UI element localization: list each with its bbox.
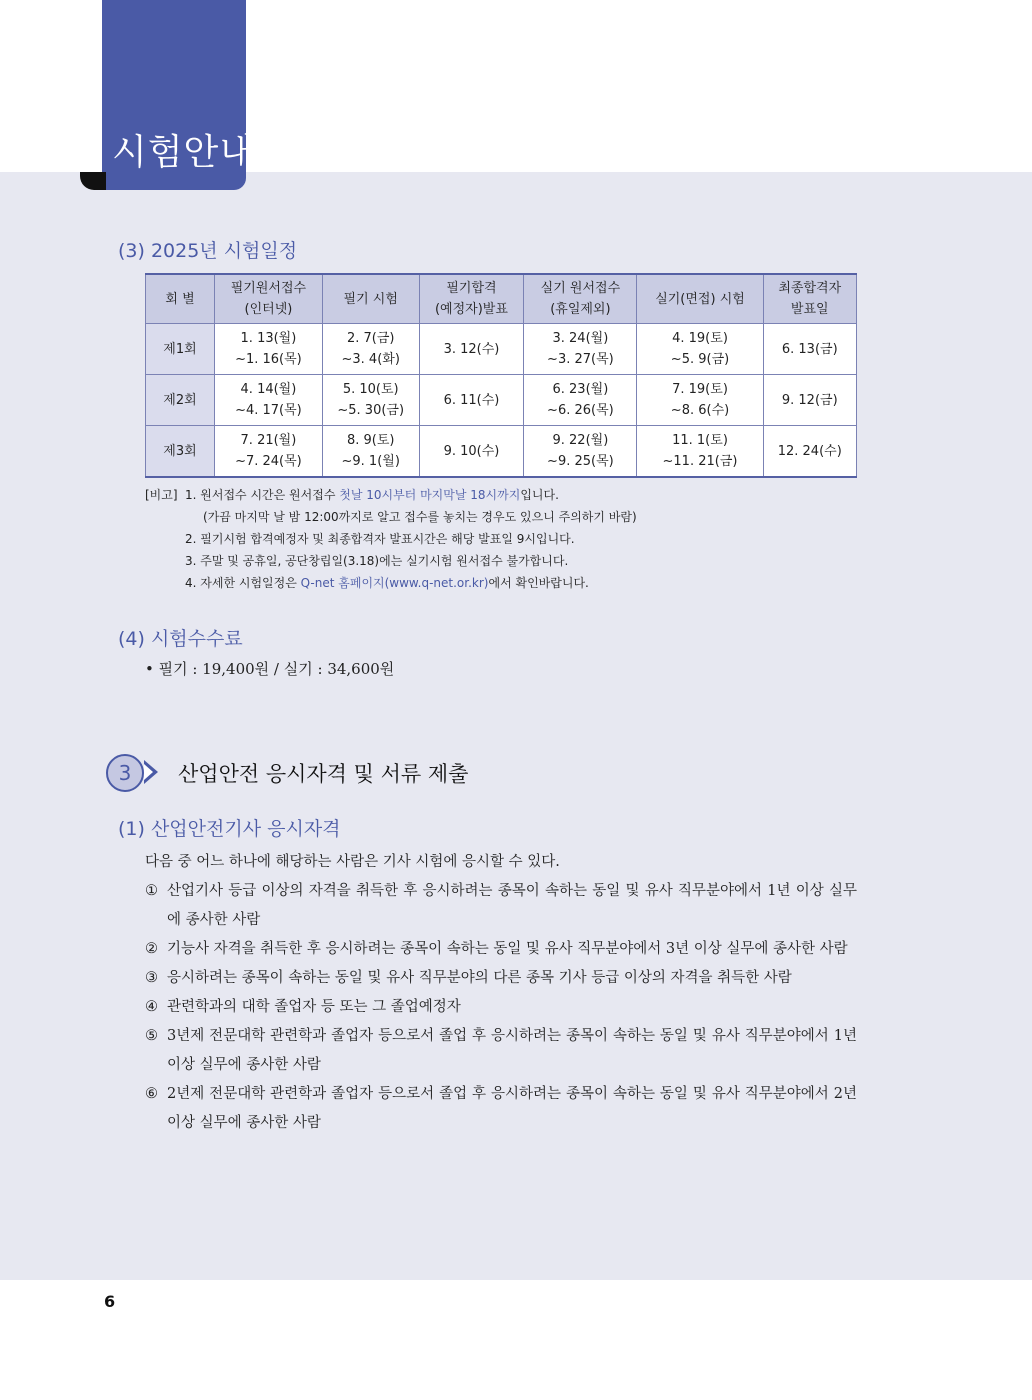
list-item — [145, 1080, 857, 1138]
table-cell: 8. 9(토) ~9. 1(월) — [322, 426, 419, 478]
table-cell: 11. 1(토) ~11. 21(금) — [637, 426, 763, 478]
item-text: 2년제 전문대학 관련학과 졸업자 등으로서 졸업 후 응시하려는 종목이 속하는 동일 및 유사 직무분야에서 2년 이상 실무에 종사한 사람 — [167, 1086, 857, 1131]
notes-label: [비고] — [145, 488, 178, 502]
note-2: 2. 필기시험 합격예정자 및 최종합격자 발표시간은 해당 발표일 9시입니다. — [185, 532, 575, 546]
note-1-sub: (가끔 마지막 날 밤 12:00까지로 알고 접수를 놓치는 경우도 있으니 주의하기 바람) — [203, 510, 637, 524]
table-header-cell: 필기원서접수 (인터넷) — [215, 274, 323, 324]
table-cell: 6. 23(월) ~6. 26(목) — [524, 375, 637, 426]
table-header-cell: 실기(면접) 시험 — [637, 274, 763, 324]
fee-heading: (4) 시험수수료 — [118, 628, 243, 650]
note-text — [185, 484, 559, 506]
note-3: 3. 주말 및 공휴일, 공단창립일(3.18)에는 실기시험 원서접수 불가합니다. — [185, 554, 569, 568]
item-text: 응시하려는 종목이 속하는 동일 및 유사 직무분야의 다른 종목 기사 등급 이상의 자격을 취득한 사람 — [167, 970, 792, 986]
table-header-cell: 필기 시험 — [322, 274, 419, 324]
table-cell: 4. 14(월) ~4. 17(목) — [215, 375, 323, 426]
table-header-cell: 필기합격 (예정자)발표 — [419, 274, 524, 324]
page-number: 6 — [104, 1292, 116, 1311]
item-text: 관련학과의 대학 졸업자 등 또는 그 졸업예정자 — [167, 999, 461, 1015]
table-cell: 7. 21(월) ~7. 24(목) — [215, 426, 323, 478]
schedule-table — [145, 273, 857, 478]
eligibility-body — [145, 848, 857, 1138]
table-cell: 4. 19(토) ~5. 9(금) — [637, 324, 763, 375]
item-number: ④ — [145, 999, 158, 1015]
list-item — [145, 964, 857, 993]
eligibility-intro: 다음 중 어느 하나에 해당하는 사람은 기사 시험에 응시할 수 있다. — [145, 854, 560, 870]
fee-line: • 필기 : 19,400원 / 실기 : 34,600원 — [145, 660, 395, 678]
chevron-inner-decoration — [144, 764, 153, 780]
table-cell: 6. 13(금) — [763, 324, 856, 375]
table-cell: 3. 12(수) — [419, 324, 524, 375]
note-4-text: 4. 자세한 시험일정은 — [185, 576, 301, 590]
note-1-highlight: 첫날 10시부터 마지막날 18시까지 — [339, 488, 521, 502]
table-cell: 2. 7(금) ~3. 4(화) — [322, 324, 419, 375]
note-1-suffix: 입니다. — [520, 488, 559, 502]
schedule-heading: (3) 2025년 시험일정 — [118, 240, 298, 262]
item-number: ② — [145, 941, 158, 957]
item-text: 기능사 자격을 취득한 후 응시하려는 종목이 속하는 동일 및 유사 직무분야에서 3년 이상 실무에 종사한 사람 — [167, 941, 848, 957]
round-label: 제1회 — [146, 324, 215, 375]
table-header-cell: 실기 원서접수 (휴일제외) — [524, 274, 637, 324]
chapter-title: 시험안내 — [112, 132, 256, 173]
list-item — [145, 1022, 857, 1080]
table-cell: 5. 10(토) ~5. 30(금) — [322, 375, 419, 426]
table-row — [146, 375, 857, 426]
section-title: 산업안전 응시자격 및 서류 제출 — [178, 762, 469, 786]
list-item — [145, 993, 857, 1022]
qnet-link-text: Q-net 홈페이지(www.q-net.or.kr) — [300, 576, 489, 590]
item-number: ⑥ — [145, 1086, 158, 1102]
item-number: ⑤ — [145, 1028, 158, 1044]
table-cell: 7. 19(토) ~8. 6(수) — [637, 375, 763, 426]
table-cell: 9. 22(월) ~9. 25(목) — [524, 426, 637, 478]
table-header-cell: 최종합격자 발표일 — [763, 274, 856, 324]
eligibility-heading: (1) 산업안전기사 응시자격 — [118, 818, 341, 840]
round-label: 제2회 — [146, 375, 215, 426]
item-number: ③ — [145, 970, 158, 986]
list-item — [145, 877, 857, 935]
item-text: 3년제 전문대학 관련학과 졸업자 등으로서 졸업 후 응시하려는 종목이 속하는 동일 및 유사 직무분야에서 1년 이상 실무에 종사한 사람 — [167, 1028, 857, 1073]
table-cell: 9. 10(수) — [419, 426, 524, 478]
note-line — [145, 484, 637, 506]
table-row — [146, 426, 857, 478]
table-row — [146, 324, 857, 375]
table-cell: 12. 24(수) — [763, 426, 856, 478]
list-item — [145, 935, 857, 964]
table-header-row — [146, 274, 857, 324]
item-text: 산업기사 등급 이상의 자격을 취득한 후 응시하려는 종목이 속하는 동일 및 유사 직무분야에서 1년 이상 실무에 종사한 사람 — [167, 883, 857, 928]
note-1-text: 1. 원서접수 시간은 원서접수 — [185, 488, 340, 502]
round-label: 제3회 — [146, 426, 215, 478]
schedule-notes — [145, 484, 637, 594]
table-cell: 6. 11(수) — [419, 375, 524, 426]
table-cell: 1. 13(월) ~1. 16(목) — [215, 324, 323, 375]
table-cell: 9. 12(금) — [763, 375, 856, 426]
item-number: ① — [145, 883, 158, 899]
section-number-badge: 3 — [106, 754, 144, 792]
table-cell: 3. 24(월) ~3. 27(목) — [524, 324, 637, 375]
note-4-suffix: 에서 확인바랍니다. — [488, 576, 589, 590]
table-header-cell: 회 별 — [146, 274, 215, 324]
note-4 — [145, 572, 637, 594]
